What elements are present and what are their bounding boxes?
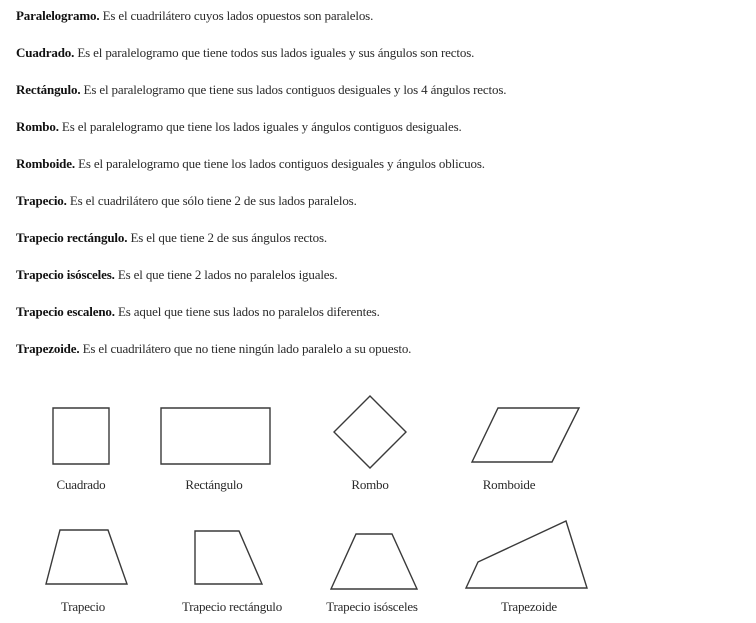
definition-term: Trapecio isósceles.	[16, 267, 115, 282]
definition-term: Paralelogramo.	[16, 8, 100, 23]
definition-term: Trapezoide.	[16, 341, 80, 356]
definition-term: Trapecio escaleno.	[16, 304, 115, 319]
definition-term: Rombo.	[16, 119, 59, 134]
trapezoid-figure	[46, 530, 127, 584]
definition-term: Cuadrado.	[16, 45, 75, 60]
definition-term: Trapecio rectángulo.	[16, 230, 128, 245]
definition-text: Es el paralelogramo que tiene todos sus lados iguales y sus ángulos son rectos.	[74, 45, 475, 60]
caption-trapecio: Trapecio	[60, 599, 106, 614]
caption-trapecio-isosceles: Trapecio isósceles	[326, 599, 418, 614]
definition-term: Rectángulo.	[16, 82, 81, 97]
definition-text: Es el que tiene 2 de sus ángulos rectos.	[127, 230, 327, 245]
rectangle-figure	[161, 408, 270, 464]
definition-text: Es el cuadrilátero que no tiene ningún lado paralelo a su opuesto.	[79, 341, 412, 356]
definition-term: Romboide.	[16, 156, 75, 171]
caption-rombo: Rombo	[351, 477, 389, 492]
trapezium-figure	[466, 521, 587, 588]
rhomboid-figure	[472, 408, 579, 462]
definition-text: Es el paralelogramo que tiene los lados contiguos desiguales y ángulos oblicuos.	[74, 156, 485, 171]
caption-rectangulo: Rectángulo	[185, 477, 243, 492]
definition-text: Es el que tiene 2 lados no paralelos iguales.	[114, 267, 338, 282]
caption-trapecio-rectangulo: Trapecio rectángulo	[181, 599, 283, 614]
definition-text: Es el paralelogramo que tiene sus lados contiguos desiguales y los 4 ángulos rectos.	[80, 82, 507, 97]
rhombus-figure	[334, 396, 406, 468]
definition-text: Es el cuadrilátero cuyos lados opuestos son paralelos.	[99, 8, 374, 23]
caption-trapezoide: Trapezoide	[500, 599, 558, 614]
definition-text: Es el paralelogramo que tiene los lados iguales y ángulos contiguos desiguales.	[58, 119, 462, 134]
caption-cuadrado: Cuadrado	[56, 477, 106, 492]
definition-term: Trapecio.	[16, 193, 67, 208]
right-trapezoid-figure	[195, 531, 262, 584]
square-figure	[53, 408, 109, 464]
isosceles-trapezoid-figure	[331, 534, 417, 589]
caption-romboide: Romboide	[482, 477, 536, 492]
definition-text: Es el cuadrilátero que sólo tiene 2 de sus lados paralelos.	[66, 193, 357, 208]
definition-text: Es aquel que tiene sus lados no paralelos diferentes.	[114, 304, 380, 319]
